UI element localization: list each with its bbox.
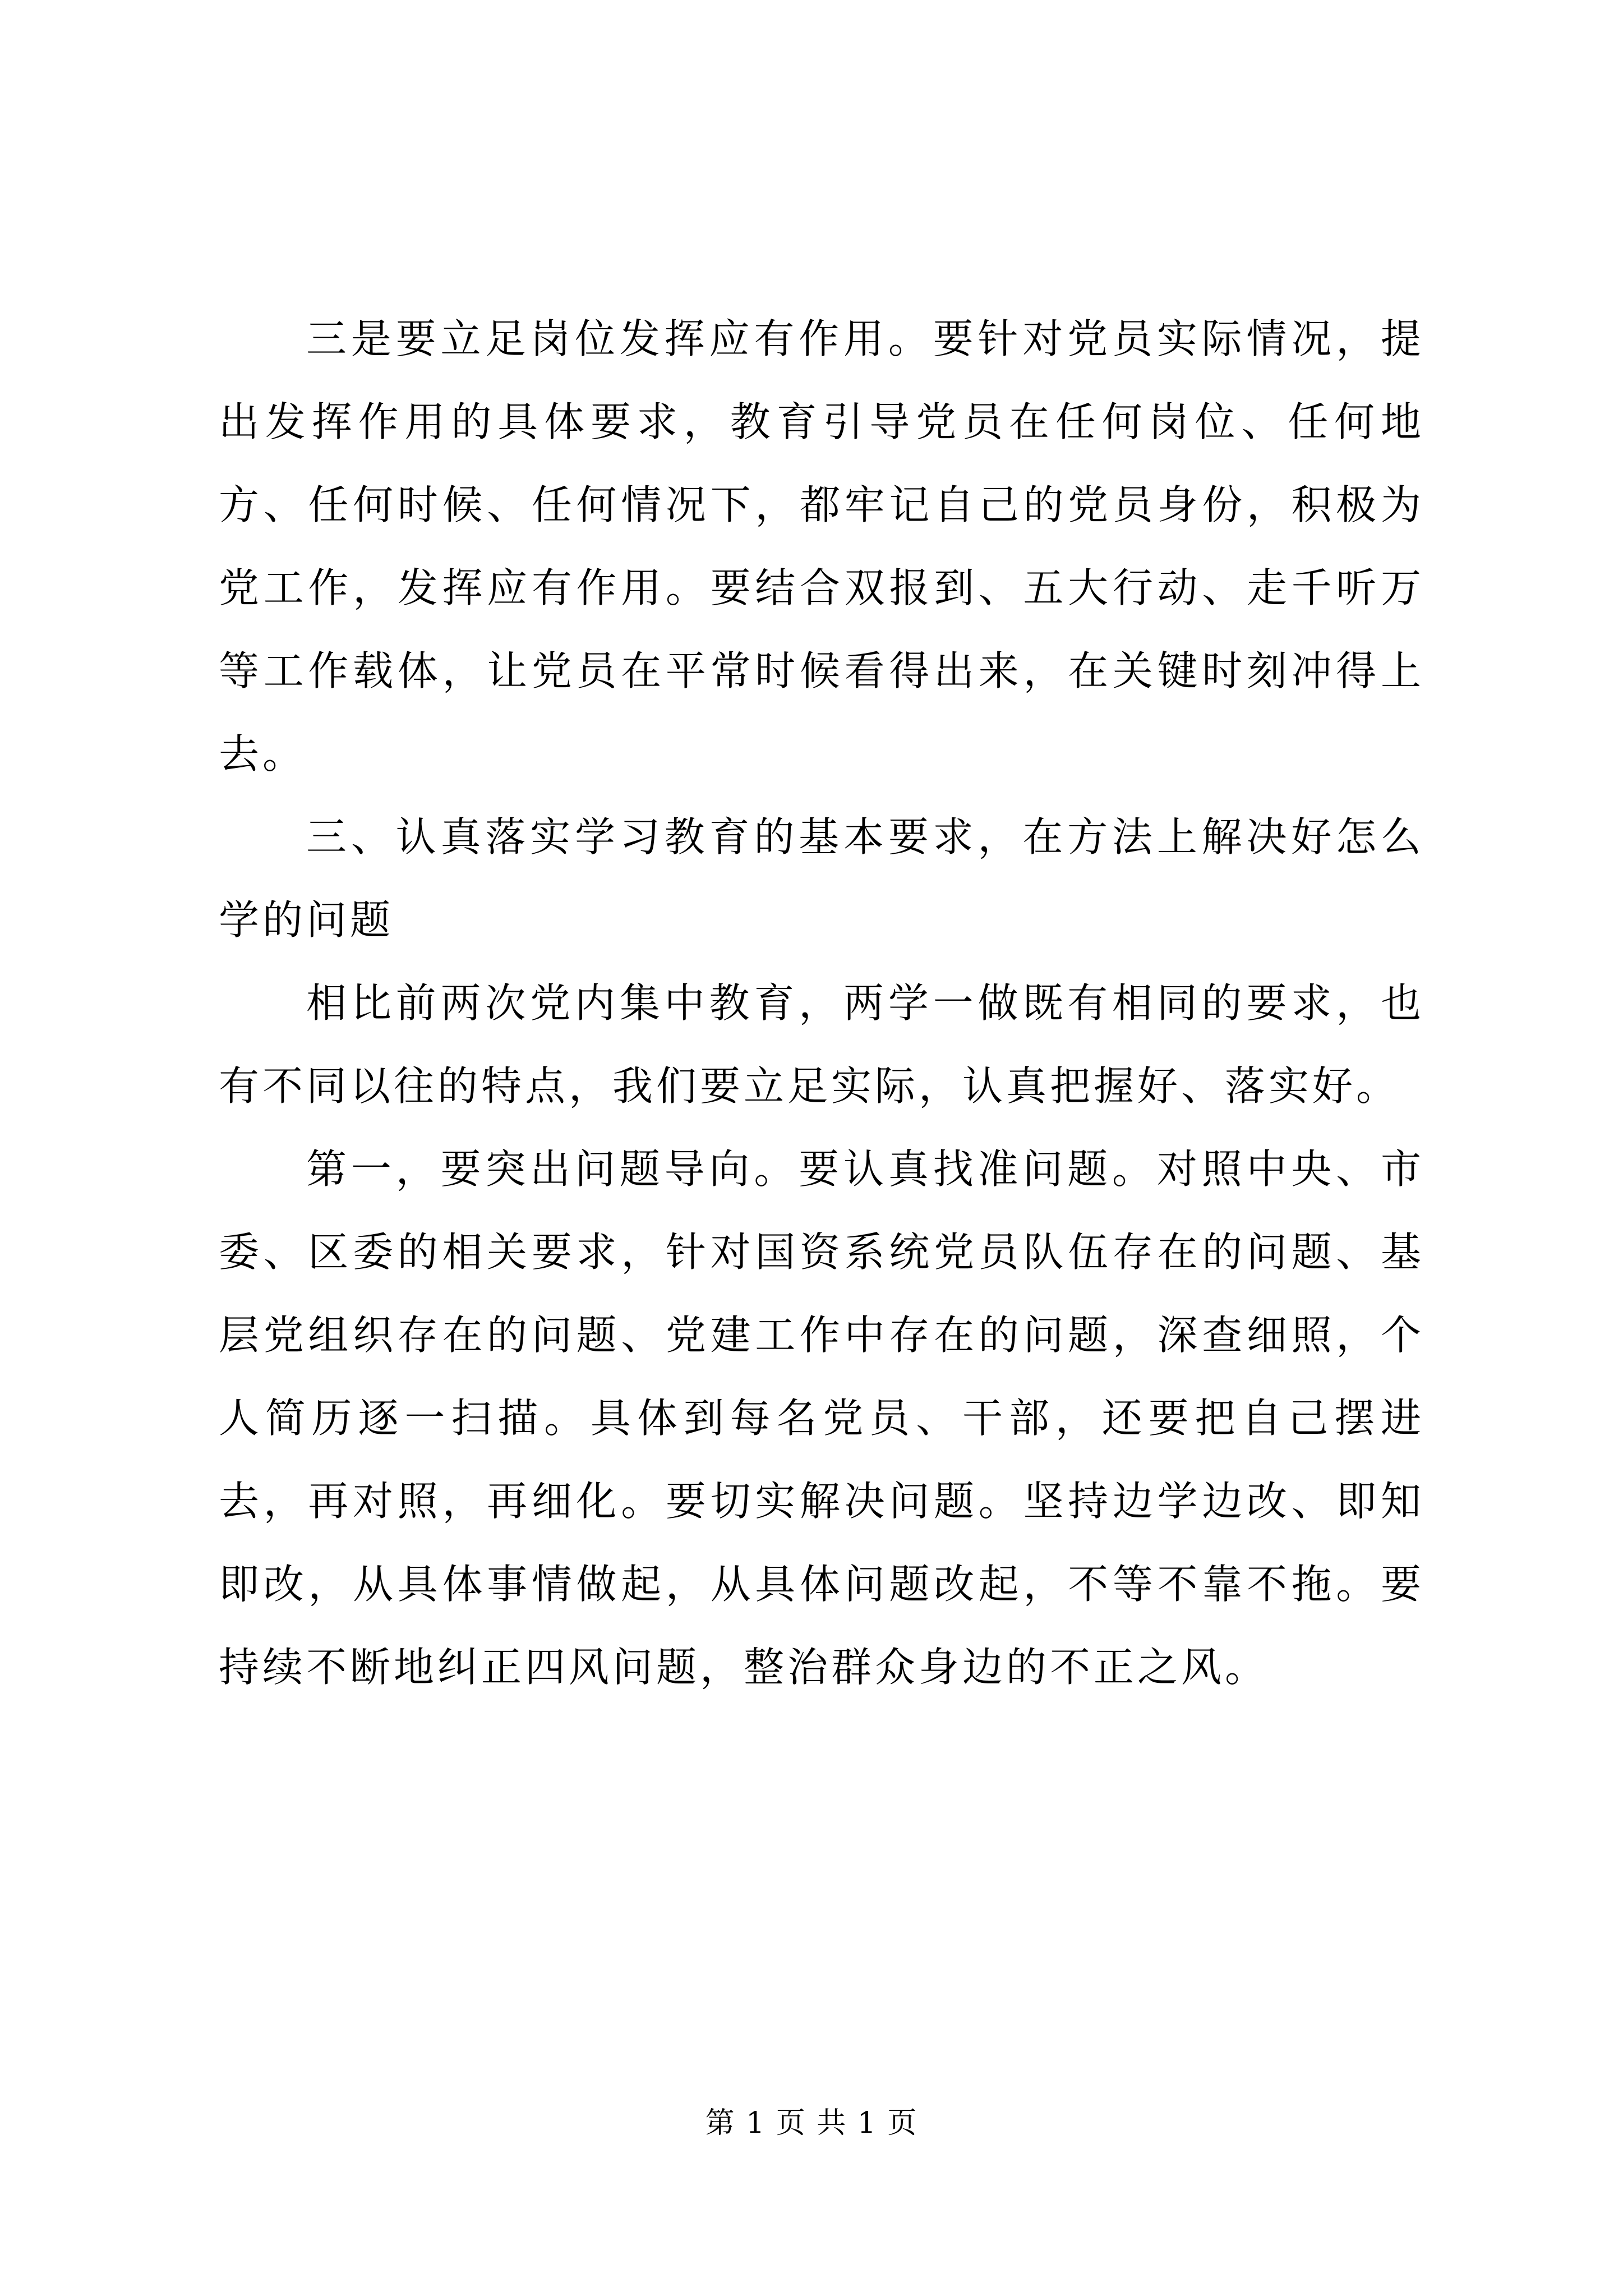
page-footer: 第 1 页 共 1 页 <box>705 2106 918 2140</box>
document-body <box>219 297 1424 1709</box>
paragraph-role-of-post: 三是要立足岗位发挥应有作用。要针对党员实际情况，提出发挥作用的具体要求，教育引导党员在任何岗位、任何地方、任何时候、任何情况下，都牢记自己的党员身份，积极为党工作，发挥应有作用。要结合双报到、五大行动、走千听万等工作载体，让党员在平常时候看得出来，在关键时刻冲得上去。 <box>219 315 1424 777</box>
paragraph-comparison: 相比前两次党内集中教育，两学一做既有相同的要求，也有不同以往的特点，我们要立足实际，认真把握好、落实好。 <box>219 979 1424 1110</box>
section-heading-three: 三、认真落实学习教育的基本要求，在方法上解决好怎么学的问题 <box>219 813 1424 944</box>
paragraph-problem-oriented: 第一，要突出问题导向。要认真找准问题。对照中央、市委、区委的相关要求，针对国资系统党员队伍存在的问题、基层党组织存在的问题、党建工作中存在的问题，深查细照，个人简历逐一扫描。具体到每名党员、干部，还要把自己摆进去，再对照，再细化。要切实解决问题。坚持边学边改、即知即改，从具体事情做起，从具体问题改起，不等不靠不拖。要持续不断地纠正四风问题，整治群众身边的不正之风。 <box>219 1145 1424 1691</box>
